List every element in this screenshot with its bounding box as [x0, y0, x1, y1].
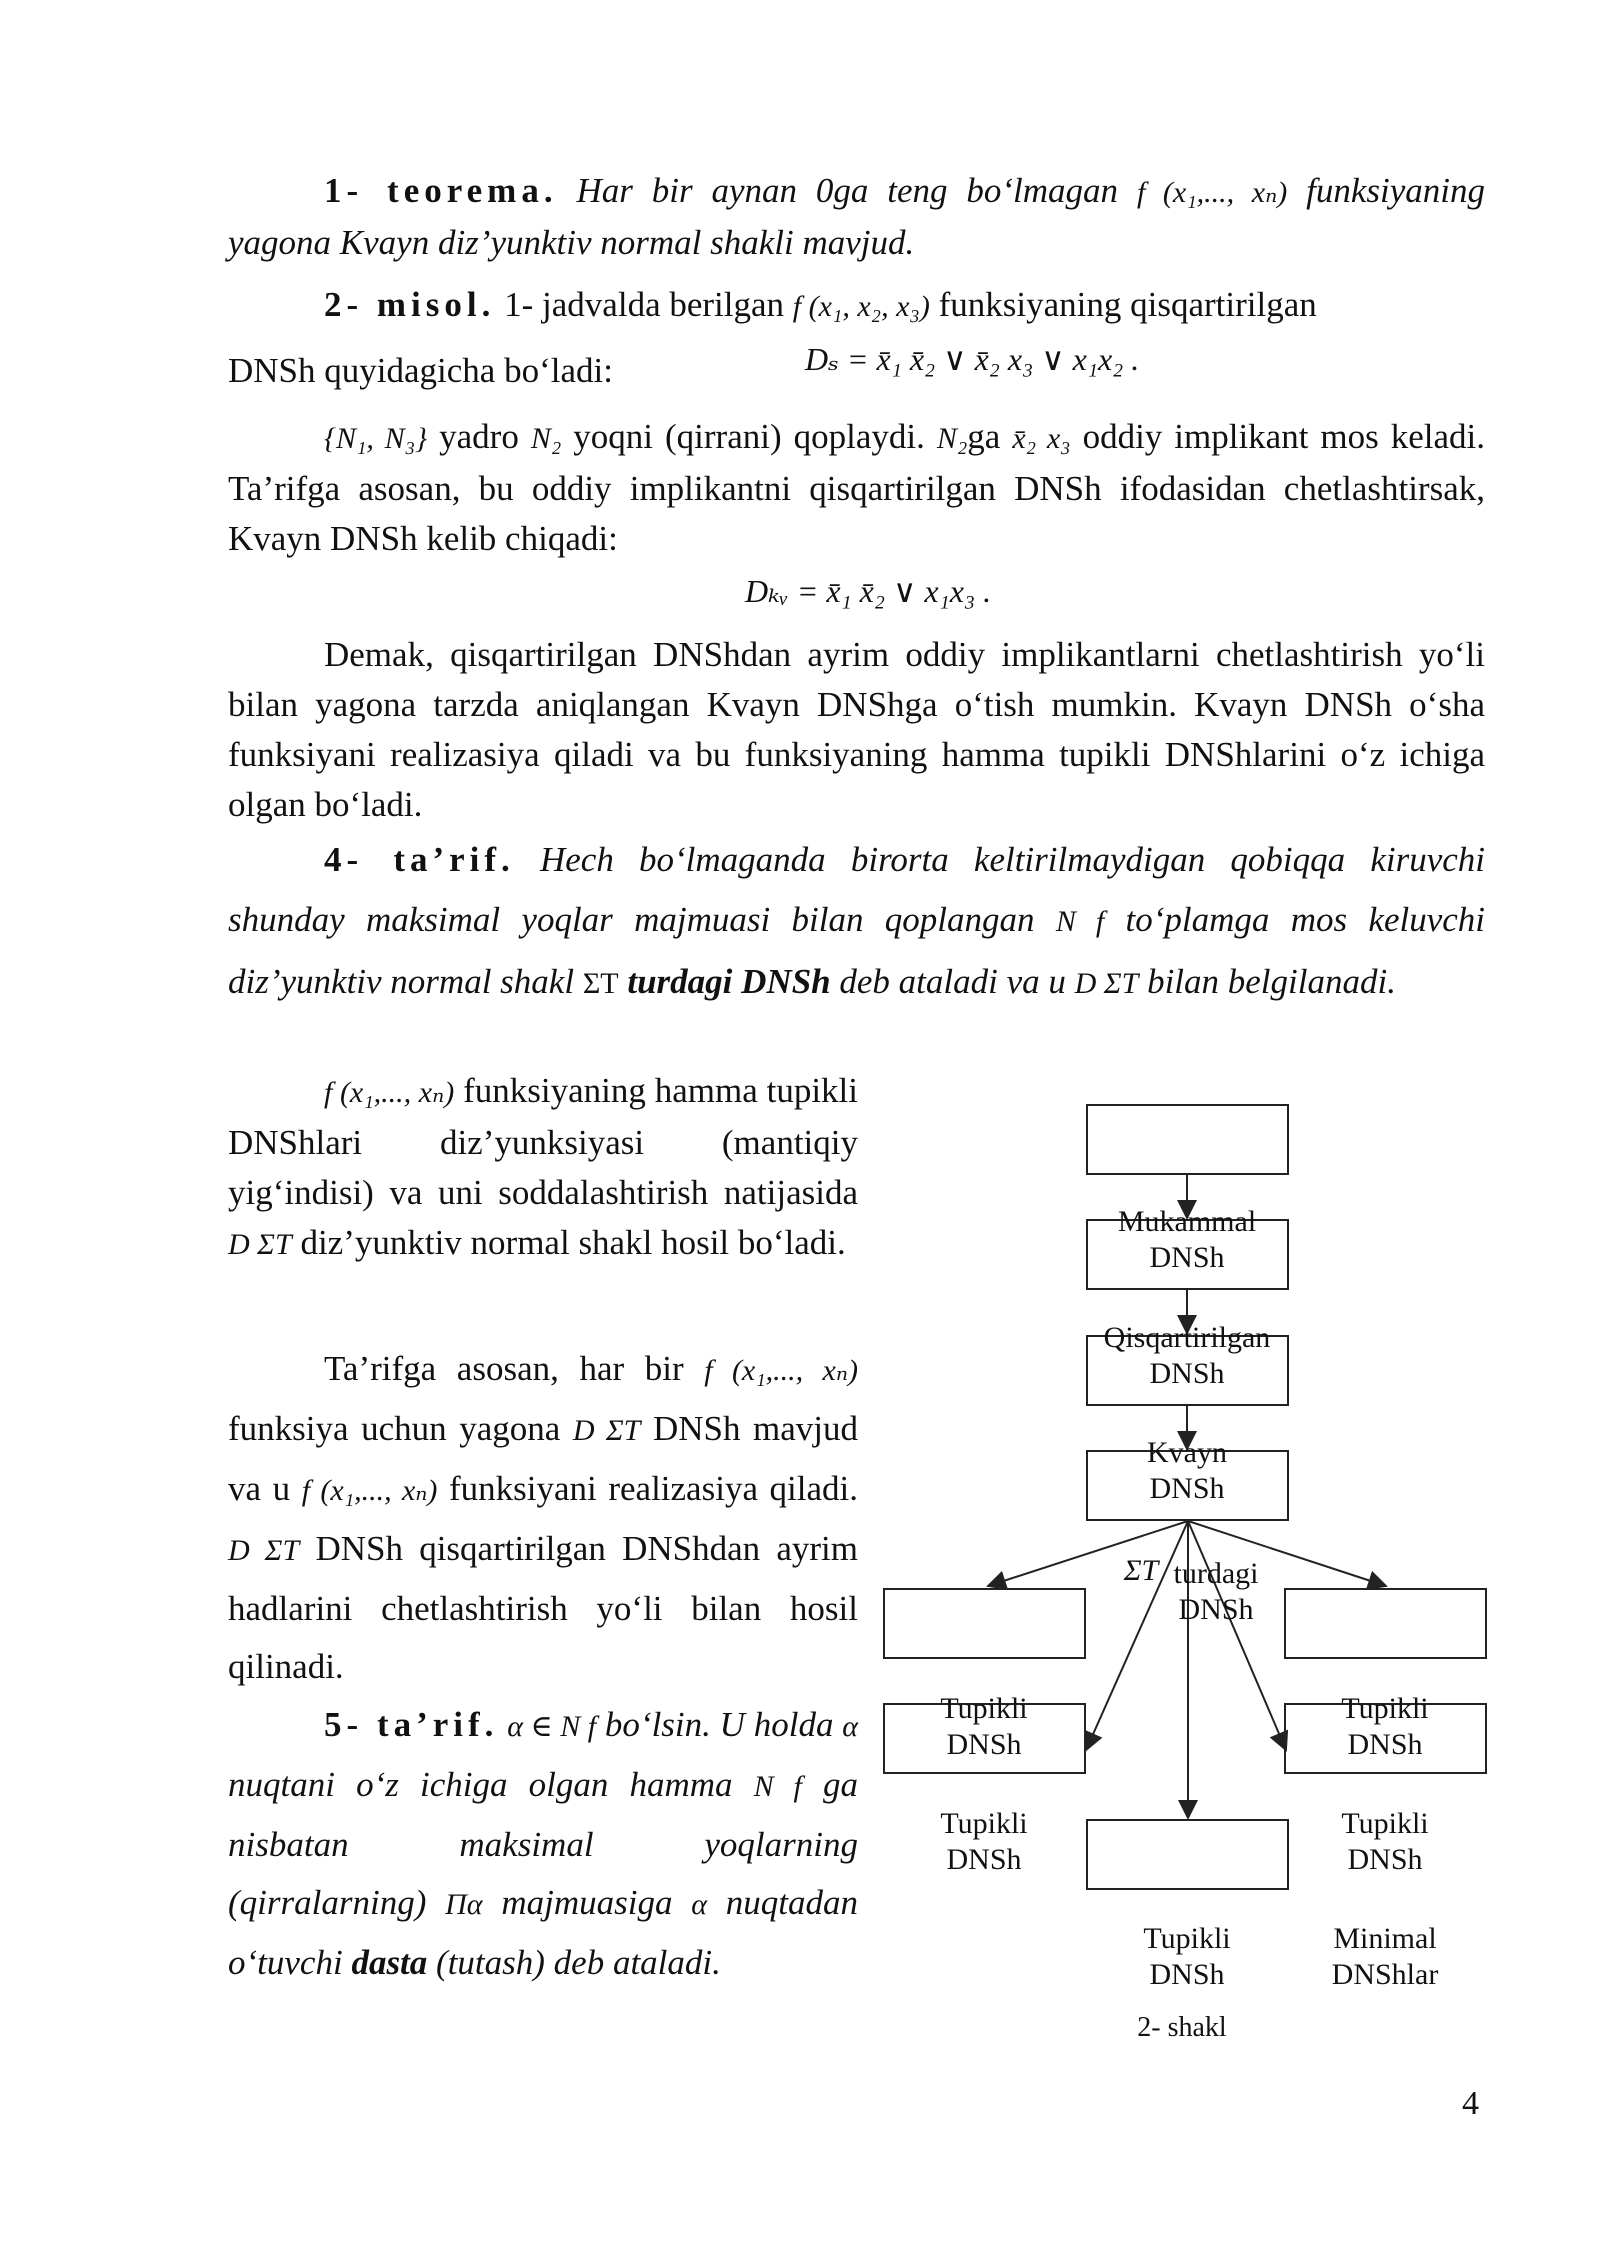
- label-tupikli-right: Tupikli DNSh: [1341, 1692, 1429, 1761]
- def5-pi: Πα: [445, 1888, 483, 1921]
- def5-label: 5- ta’rif.: [324, 1705, 499, 1744]
- p2-dsig2: D ΣT: [228, 1534, 300, 1567]
- theorem-text-a: Har bir aynan 0ga teng bo‘lmagan: [576, 171, 1119, 210]
- label-mukammal: Mukammal DNSh: [1117, 1205, 1257, 1274]
- def4-label: 4- ta’rif.: [324, 840, 515, 879]
- p2-func: f (x₁,..., xₙ): [704, 1354, 858, 1387]
- kernel-impl: x̄₂ x₃: [1012, 422, 1071, 455]
- demak-paragraph: Demak, qisqartirilgan DNShdan ayrim oddiy implikantlarni chetlashtirish yo‘li bilan yagona tarzda aniqlangan Kvayn DNShga o‘tish mumkin. Kvayn DNSh o‘sha funksiyani realizasiya qiladi va bu funksiyaning hamma tupikli DNShlarini o‘z ichiga olgan bo‘ladi.: [228, 635, 1485, 824]
- label-tupikli-right-2: Tupikli DNSh: [1341, 1807, 1429, 1876]
- p2-b: funksiya uchun yagona: [228, 1409, 561, 1448]
- def5-nf: N f: [753, 1770, 802, 1803]
- kernel-t2: yoqni (qirrani) qoplaydi.: [573, 417, 925, 456]
- def4-text-d: bilan belgilanadi.: [1147, 962, 1396, 1001]
- label-qisqartirilgan: Qisqartirilgan DNSh: [1103, 1321, 1271, 1390]
- theorem-label: 1- teorema.: [324, 171, 558, 210]
- box-left-1: [883, 1588, 1086, 1659]
- example-label: 2- misol.: [324, 285, 496, 324]
- def5-alpha3: α: [691, 1888, 707, 1921]
- label-kvayn: Kvayn DNSh: [1147, 1436, 1227, 1505]
- def4-nf: N f: [1055, 905, 1105, 938]
- def5-alpha: α ∈ N f: [507, 1710, 597, 1743]
- kernel-t1: yadro: [439, 417, 519, 456]
- def5-a: bo‘lsin. U holda: [604, 1705, 834, 1744]
- example-func: f (x₁, x₂, x₃): [792, 290, 930, 323]
- def5-d: majmuasiga: [501, 1883, 673, 1922]
- def5-c: ga nisbatan maksimal yoqlarning (qirralarning): [228, 1765, 859, 1922]
- p2-c: DNSh mavjud va u: [228, 1409, 859, 1508]
- p1-func: f (x₁,..., xₙ): [324, 1076, 455, 1109]
- figure-caption: 2- shakl: [1137, 2012, 1227, 2043]
- kernel-n2-b: N₂: [936, 422, 968, 455]
- label-turdagi: turdagi DNSh: [1173, 1557, 1259, 1626]
- def4-text-c: deb ataladi va u: [839, 962, 1066, 1001]
- page-number: 4: [1462, 2085, 1479, 2122]
- def5-alpha2: α: [842, 1710, 859, 1743]
- label-tupikli-left-2: Tupikli DNSh: [940, 1807, 1028, 1876]
- p1-b: diz’yunktiv normal shakl hosil bo‘ladi.: [300, 1223, 846, 1262]
- def5-bold: dasta: [351, 1943, 428, 1982]
- def5-b: nuqtani o‘z ichiga olgan hamma: [228, 1765, 733, 1804]
- example-text-b: funksiyaning qisqartirilgan: [938, 285, 1317, 324]
- label-minimal: Minimal DNShlar: [1331, 1922, 1439, 1991]
- kernel-t4: oddiy implikant mos keladi. Ta’rifga asosan, bu oddiy implikantni qisqartirilgan DNSh ifodasidan chetlashtirsak, Kvayn DNSh kelib chiqadi:: [228, 417, 1486, 558]
- formula-ds: Dₛ = x̄₁ x̄₂ ∨ x̄₂ x₃ ∨ x₁x₂ .: [805, 341, 1140, 377]
- theorem-text-b: funksiyaning yagona Kvayn diz’yunktiv normal shakli mavjud.: [228, 171, 1486, 262]
- p1-dsig: D ΣT: [228, 1228, 292, 1261]
- def4-text-a: Hech bo‘lmaganda birorta keltirilmaydigan qobiqqa kiruvchi shunday maksimal yoqlar majmuasi bilan qoplangan: [228, 840, 1486, 939]
- kernel-t3: ga: [967, 417, 1001, 456]
- theorem-func: f (x₁,..., xₙ): [1136, 176, 1288, 209]
- label-sigma: ΣT: [1123, 1554, 1159, 1587]
- example-text-a: 1- jadvalda berilgan: [504, 285, 785, 324]
- box-top: [1086, 1104, 1289, 1175]
- p2-d: funksiyani realizasiya qiladi.: [449, 1469, 859, 1508]
- p2-a: Ta’rifga asosan, har bir: [324, 1349, 684, 1388]
- def4-sigma: ΣT: [582, 967, 619, 1000]
- def4-dsig: D ΣT: [1074, 967, 1139, 1000]
- def5-f: (tutash) deb ataladi.: [436, 1943, 721, 1982]
- p2-e: DNSh qisqartirilgan DNShdan ayrim hadlarini chetlashtirish yo‘li bilan hosil qilinadi.: [228, 1529, 859, 1686]
- formula-dkv: Dₖᵥ = x̄₁ x̄₂ ∨ x₁x₃ .: [745, 573, 992, 609]
- def4-bold: turdagi DNSh: [627, 962, 831, 1001]
- kernel-set: {N₁, N₃}: [324, 422, 428, 455]
- kernel-n2: N₂: [530, 422, 562, 455]
- box-bottom: [1086, 1819, 1289, 1890]
- label-tupikli-bottom: Tupikli DNSh: [1143, 1922, 1231, 1991]
- p1-a: funksiyaning hamma tupikli DNShlari diz’yunksiyasi (mantiqiy yig‘indisi) va uni soddalashtirish natijasida: [228, 1071, 858, 1212]
- p2-func2: f (x₁,..., xₙ): [301, 1474, 438, 1507]
- def4-text-b: to‘plamga mos keluvchi diz’yunktiv normal shakl: [228, 900, 1486, 1001]
- example-text-c: DNSh quyidagicha bo‘ladi:: [228, 351, 613, 390]
- p2-dsig: D ΣT: [572, 1414, 641, 1447]
- label-tupikli-left: Tupikli DNSh: [940, 1692, 1028, 1761]
- def5-e: nuqtadan o‘tuvchi: [228, 1883, 859, 1982]
